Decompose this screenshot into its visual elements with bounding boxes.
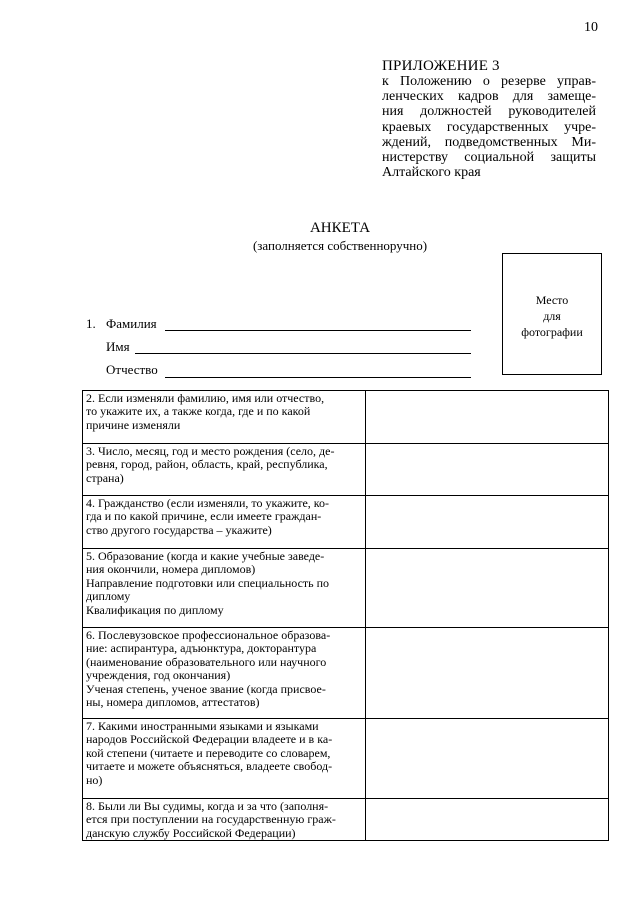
photo-caption: [503, 292, 601, 340]
question-text: страна): [86, 470, 124, 485]
questionnaire-table: [82, 390, 609, 841]
question-text: (наименование образовательного или научного: [86, 654, 327, 669]
question-text: 5. Образование (когда и какие учебные заведе-: [86, 549, 325, 563]
section-number: 1.: [86, 316, 96, 331]
question-cell: [83, 549, 366, 628]
appendix-line: ленческих кадров для замеще-: [382, 89, 596, 105]
question-text: ство другого государства – укажите): [86, 522, 272, 537]
question-text: читаете и можете объясняться, владеете свобод-: [86, 759, 333, 774]
surname-field[interactable]: [165, 330, 471, 331]
question-text: диплому: [86, 589, 131, 604]
table-row: [83, 391, 609, 444]
question-cell: [83, 496, 366, 549]
table-row: [83, 719, 609, 799]
table-row: [83, 628, 609, 719]
question-cell: [83, 719, 366, 799]
question-text: данскую службу Российской Федерации): [86, 825, 296, 840]
question-text: 4. Гражданство (если изменяли, то укажите, ко-: [86, 496, 329, 510]
question-text: учреждения, год окончания): [86, 668, 231, 683]
question-text: 7. Какими иностранными языками и языками: [86, 719, 319, 733]
question-text: то укажите их, а также когда, где и по какой: [86, 404, 311, 419]
question-cell: [83, 628, 366, 719]
question-text: ется при поступлении на государственную граж-: [86, 812, 336, 827]
question-text: 3. Число, месяц, год и место рождения (село, де-: [86, 444, 335, 458]
appendix-line: Алтайского края: [382, 165, 481, 181]
table-row: [83, 444, 609, 496]
question-text: ния окончили, номера дипломов): [86, 562, 256, 577]
appendix-line: к Положению о резерве управ-: [382, 74, 596, 89]
surname-label: Фамилия: [106, 316, 157, 331]
question-text: 6. Послевузовское профессиональное образова-: [86, 628, 331, 642]
appendix-line: ждений, подведомственных Ми-: [382, 134, 596, 150]
appendix-line: ния должностей руководителей: [382, 104, 596, 120]
photo-caption-line: для: [543, 309, 561, 323]
answer-cell[interactable]: [366, 799, 609, 841]
question-text: Ученая степень, ученое звание (когда присвое-: [86, 681, 326, 696]
table-row: [83, 549, 609, 628]
answer-cell[interactable]: [366, 444, 609, 496]
appendix-description: [382, 74, 596, 180]
question-text: причине изменяли: [86, 417, 181, 432]
question-cell: [83, 799, 366, 841]
answer-cell[interactable]: [366, 391, 609, 444]
answer-cell[interactable]: [366, 549, 609, 628]
question-text: кой степени (читаете и переводите со словарем,: [86, 745, 331, 760]
question-text: 8. Были ли Вы судимы, когда и за что (заполня-: [86, 799, 329, 813]
first-name-field[interactable]: [135, 353, 471, 354]
photo-caption-line: фотографии: [521, 325, 583, 339]
question-cell: [83, 391, 366, 444]
appendix-title: ПРИЛОЖЕНИЕ 3: [382, 58, 500, 74]
answer-cell[interactable]: [366, 719, 609, 799]
table-row: [83, 496, 609, 549]
question-text: ние: аспирантура, адъюнктура, докторантура: [86, 641, 317, 656]
form-subtitle: (заполняется собственноручно): [252, 238, 428, 253]
answer-cell[interactable]: [366, 628, 609, 719]
form-title: АНКЕТА: [309, 220, 371, 236]
appendix-line: краевых государственных учре-: [382, 119, 596, 135]
page-number: 10: [584, 20, 598, 35]
patronymic-label: Отчество: [106, 362, 158, 377]
appendix-line: нистерству социальной защиты: [382, 150, 596, 166]
question-text: народов Российской Федерации владеете и в ка-: [86, 732, 333, 747]
question-text: гда и по какой причине, если имеете граждан-: [86, 509, 322, 524]
question-text: Квалификация по диплому: [86, 602, 224, 617]
question-text: 2. Если изменяли фамилию, имя или отчество,: [86, 391, 325, 405]
table-row: [83, 799, 609, 841]
question-text: ревня, город, район, область, край, республика,: [86, 457, 328, 472]
answer-cell[interactable]: [366, 496, 609, 549]
question-text: но): [86, 772, 103, 787]
photo-caption-line: Место: [535, 293, 569, 307]
first-name-label: Имя: [106, 339, 130, 354]
question-cell: [83, 444, 366, 496]
question-text: Направление подготовки или специальность по: [86, 575, 330, 590]
patronymic-field[interactable]: [165, 377, 471, 378]
question-text: ны, номера дипломов, аттестатов): [86, 695, 260, 710]
photo-placeholder: [502, 253, 602, 375]
